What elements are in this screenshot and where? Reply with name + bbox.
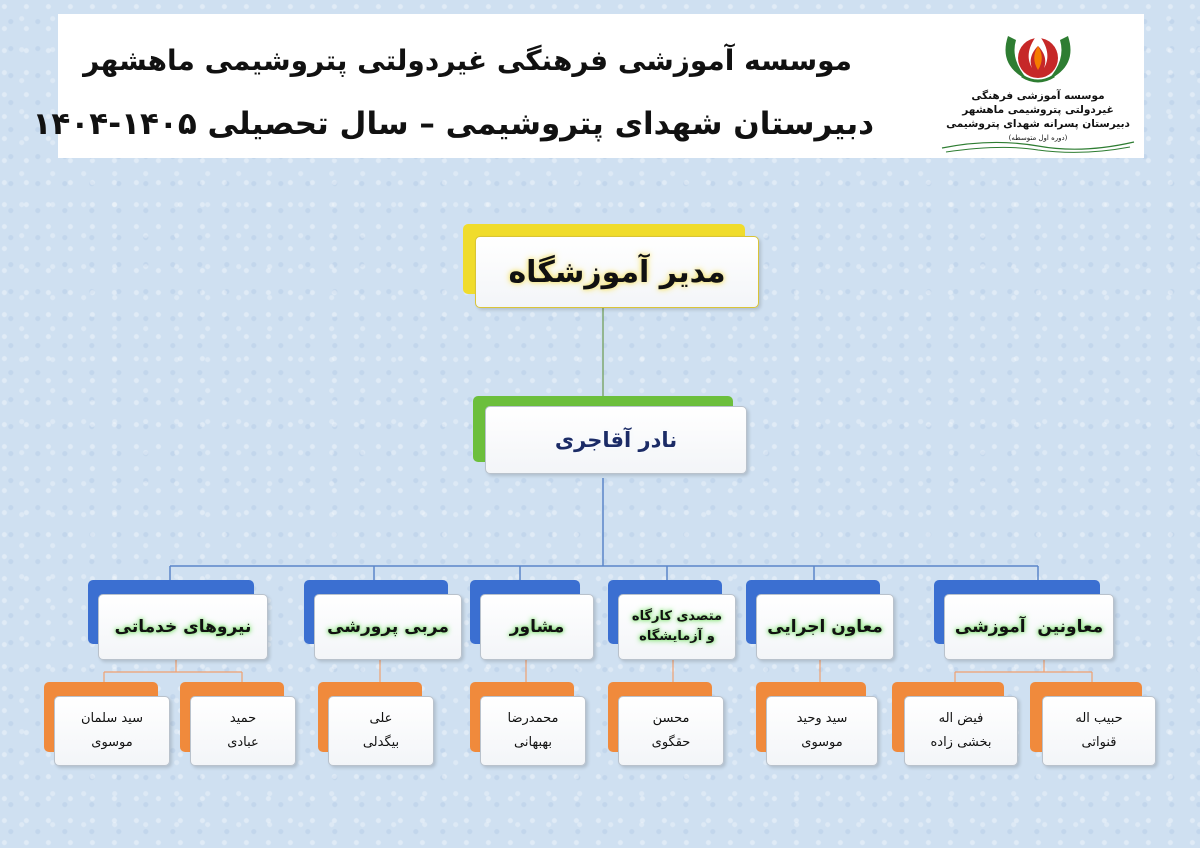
department-cultural-trainer [304, 580, 462, 662]
staff-box [608, 682, 724, 768]
logo-text-line4: (دوره اول متوسطه) [1008, 134, 1068, 142]
department-counselor-face [480, 594, 594, 660]
staff-last-name: بهبهانی [514, 735, 552, 750]
department-title: متصدی کارگاه و آزمایشگاه [631, 609, 723, 644]
staff-box-face [904, 696, 1018, 766]
staff-first-name: فیض اله [938, 711, 984, 726]
staff-box [892, 682, 1018, 768]
staff-first-name: حمید [229, 711, 257, 726]
manager-box-face [485, 406, 747, 474]
staff-box-face [766, 696, 878, 766]
staff-box [44, 682, 170, 768]
staff-last-name: بیگدلی [362, 735, 400, 750]
staff-box-face [1042, 696, 1156, 766]
department-counselor [470, 580, 594, 662]
principal-box-face [475, 236, 759, 308]
staff-first-name: حبیب اله [1075, 711, 1123, 726]
department-lab-workshop [608, 580, 736, 662]
staff-box-face [480, 696, 586, 766]
staff-box [318, 682, 434, 768]
staff-box-face [618, 696, 724, 766]
staff-last-name: حقگوی [651, 735, 691, 750]
staff-box-face [328, 696, 434, 766]
staff-last-name: موسوی [91, 735, 133, 750]
staff-first-name: سید سلمان [81, 711, 143, 726]
school-year-title: دبیرستان شهدای پتروشیمی – سال تحصیلی ۱۴۰۵-۱۴۰۴ [32, 106, 874, 142]
department-title: معاون اجرایی [767, 617, 883, 637]
staff-box [180, 682, 296, 768]
principal-box [463, 224, 759, 310]
institution-title: موسسه آموزشی فرهنگی غیردولتی پتروشیمی ماهشهر [83, 44, 852, 77]
staff-box [1030, 682, 1156, 768]
staff-box [756, 682, 878, 768]
department-education-deputies-face [944, 594, 1114, 660]
principal-title: مدیر آموزشگاه [508, 254, 726, 290]
staff-box [470, 682, 586, 768]
staff-first-name: علی [369, 711, 393, 726]
department-cultural-trainer-face [314, 594, 462, 660]
staff-last-name: بخشی زاده [930, 735, 992, 750]
department-title: مربی پرورشی [327, 617, 449, 637]
staff-last-name: عبادی [227, 735, 259, 750]
logo-text-line2: غیردولتی پتروشیمی ماهشهر [962, 104, 1114, 116]
manager-box [473, 396, 747, 476]
department-education-deputies [934, 580, 1114, 662]
department-services-face [98, 594, 268, 660]
staff-box-face [54, 696, 170, 766]
department-executive-deputy-face [756, 594, 894, 660]
staff-last-name: قنواتی [1081, 735, 1117, 750]
department-title: نیروهای خدماتی [114, 617, 252, 637]
manager-name: نادر آقاجری [554, 428, 678, 452]
logo-text-line1: موسسه آموزشی فرهنگی [971, 90, 1105, 102]
department-lab-workshop-face [618, 594, 736, 660]
logo-text-line3: دبیرستان پسرانه شهدای پتروشیمی [946, 118, 1130, 130]
department-executive-deputy [746, 580, 894, 662]
staff-first-name: محمدرضا [507, 711, 559, 726]
department-services [88, 580, 268, 662]
department-title: معاونین آموزشی [954, 617, 1104, 637]
staff-first-name: محسن [652, 711, 690, 726]
staff-last-name: موسوی [801, 735, 843, 750]
department-title: مشاور [509, 617, 565, 637]
staff-first-name: سید وحید [796, 711, 848, 726]
staff-box-face [190, 696, 296, 766]
